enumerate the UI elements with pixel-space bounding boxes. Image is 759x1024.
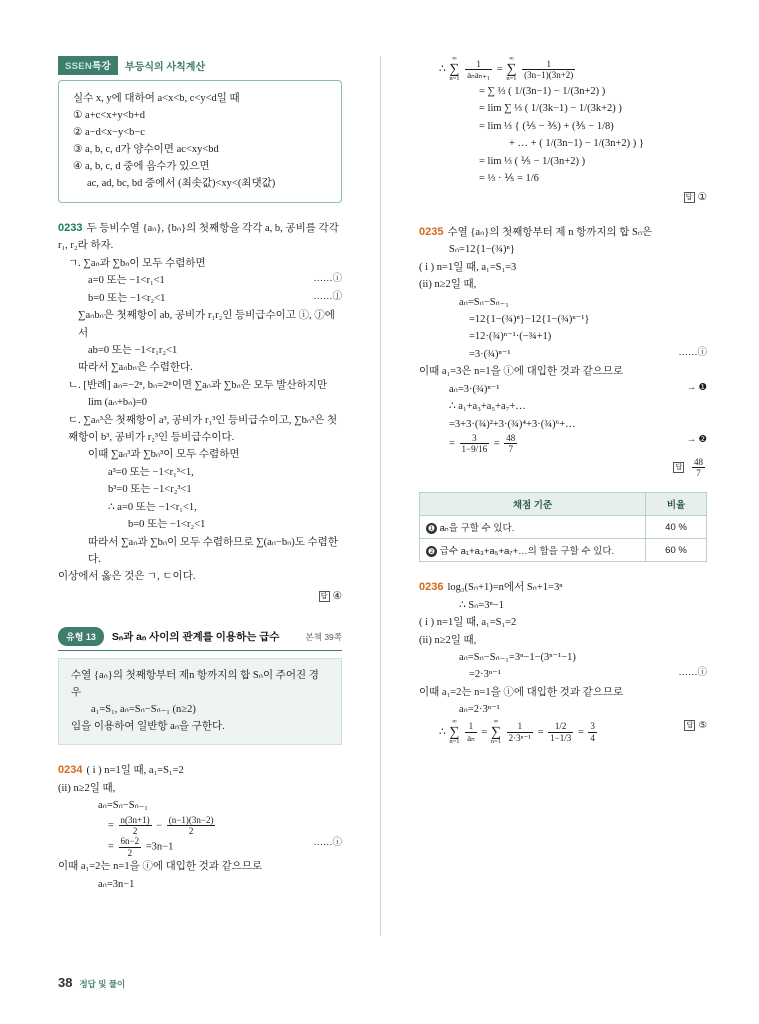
problem-0234-l7: aₙ=3n−1 xyxy=(98,878,135,890)
problem-0234-l6: 이때 a₁=2는 n=1을 ⓘ에 대입한 것과 같으므로 xyxy=(58,861,263,873)
problem-0233-g4: 따라서 ∑aₙbₙ은 수렴한다. xyxy=(78,362,193,374)
problem-0236 xyxy=(419,578,707,745)
problem-0235-l11-row: = $\frac{3}{1-9/16}$ = $\frac{48}{7}$ → ❷ xyxy=(449,432,707,455)
problem-0235-l4: =12{1−(¾)ⁿ}−12{1−(¾)ⁿ⁻¹} xyxy=(469,313,590,325)
problem-0235-l2: (ii) n≥2일 때, xyxy=(419,279,477,291)
yuhyeong-13-body xyxy=(58,658,342,745)
rubric-table xyxy=(419,492,707,562)
sigma-1-glyph: ∑ xyxy=(449,61,460,77)
problem-0234-l4 xyxy=(108,815,342,837)
problem-0233-d3: a³=0 또는 −1<r₁³<1, xyxy=(108,466,194,478)
sigma-1-sub: n=1 xyxy=(449,75,460,83)
problem-0235-frac-num: 3 xyxy=(460,433,490,444)
problem-0235-l10: =3+3·(¾)²+3·(¾)⁴+3·(¾)⁶+… xyxy=(449,418,576,430)
sum-computation-block xyxy=(419,56,707,207)
problem-0233-g3: ab=0 또는 −1<r₁r₂<1 xyxy=(88,344,178,356)
problem-0236-frac-result-num: 3 xyxy=(590,721,595,732)
problem-0234-frac-2 xyxy=(167,815,216,837)
table-row xyxy=(420,539,707,562)
problem-0233-g-b: b=0 또는 −1<r₂<1 xyxy=(88,292,166,304)
problem-0235-l9: ∴ a₁+a₃+a₅+a₇+… xyxy=(449,401,526,413)
sum-frac-1-num: 1 xyxy=(465,59,492,70)
left-column xyxy=(58,56,364,956)
rubric-row-1-criteria xyxy=(420,539,646,562)
problem-0235-l11-mark: → ❷ xyxy=(686,434,707,445)
yuhyeong-13-badge: 유형 13 xyxy=(58,627,104,646)
problem-0236-frac-3-num: 1/2 xyxy=(548,721,573,732)
problem-0234-frac-3-num: 6n−2 xyxy=(120,836,140,847)
problem-0236-frac-1-num: 1 xyxy=(465,721,477,732)
problem-0234-frac-3-den: 2 xyxy=(127,847,133,858)
rubric-row-1-ratio: 60 % xyxy=(646,539,707,562)
sigma-icon-1 xyxy=(449,56,459,83)
problem-0233-d5: ∴ a=0 또는 −1<r₁<1, xyxy=(108,501,197,513)
problem-0235-l8-row xyxy=(449,381,707,398)
sigma-icon-4 xyxy=(491,719,501,746)
problem-0236-l4: =2·3ⁿ⁻¹ xyxy=(469,669,501,681)
problem-0233-number: 0233 xyxy=(58,222,83,234)
problem-0235-frac-den: 1−9/16 xyxy=(461,444,488,455)
yuhyeong-13-body-3: 임을 이용하여 일반항 aₙ을 구한다. xyxy=(71,720,225,732)
problem-0236-l2: (ii) n≥2일 때, xyxy=(419,634,477,646)
problem-0233-answer: ④ xyxy=(332,590,342,602)
problem-0233-g-a-row xyxy=(88,272,342,289)
ssen-line-1: ① a+c<x+y<b+d xyxy=(73,110,145,121)
problem-0236-l6: aₙ=2·3ⁿ⁻¹ xyxy=(459,704,500,716)
problem-0234-number: 0234 xyxy=(58,764,83,777)
problem-0233-d2: 이때 ∑aₙ³과 ∑bₙ³이 모두 수렴하면 xyxy=(88,449,240,461)
problem-0235-stem-row xyxy=(419,223,707,241)
problem-0234-l1: ( i ) n=1일 때, a₁=S₁=2 xyxy=(86,765,184,777)
problem-0233-g2: ∑aₙbₙ은 첫째항이 ab, 공비가 r₁r₂인 등비급수이고 ⓘ, ⓙ에서 xyxy=(78,310,335,339)
problem-0236-l5: 이때 a₁=2는 n=1을 ⓘ에 대입한 것과 같으므로 xyxy=(419,686,624,698)
problem-0235-l7: 이때 a₁=3은 n=1을 ⓘ에 대입한 것과 같으므로 xyxy=(419,366,624,378)
problem-0233-g1: ㄱ. ∑aₙ과 ∑bₙ이 모두 수렴하면 xyxy=(68,257,206,269)
sigma-icon-2 xyxy=(506,56,516,83)
sigma-4-sub: n=1 xyxy=(490,737,502,745)
problem-0236-l7-lead: ∴ xyxy=(439,726,446,738)
ssen-title: 부등식의 사칙계산 xyxy=(125,62,206,73)
problem-0235-answer-den: 7 xyxy=(696,467,701,478)
sigma-4-sup: ∞ xyxy=(493,717,499,725)
problem-0235-l1: ( i ) n=1일 때, a₁=S₁=3 xyxy=(419,261,517,273)
answer-box-icon: 답 xyxy=(319,591,330,602)
ssen-line-2: ② a−d<x−y<b−c xyxy=(73,127,145,138)
page-footer xyxy=(58,975,125,990)
rubric-header-criteria: 채점 기준 xyxy=(420,493,646,516)
table-row xyxy=(420,516,707,539)
problem-0235-answer-row xyxy=(419,457,707,479)
sigma-4-glyph: ∑ xyxy=(490,724,501,740)
problem-0236-frac-result-den: 4 xyxy=(590,732,595,743)
rubric-row-0-criteria xyxy=(420,516,646,539)
problem-0235-l6: =3·(¾)ⁿ⁻¹ xyxy=(469,348,511,360)
ssen-line-5: ac, ad, bc, bd 중에서 (최솟값)<xy<(최댓값) xyxy=(87,178,276,189)
problem-0234-l5: = $\frac{6n-2}{2}$ =3n−1 ……ⓘ xyxy=(108,836,342,858)
answer-box-icon: 답 xyxy=(684,192,695,203)
yuhyeong-13-body-2: a₁=S₁, aₙ=Sₙ−Sₙ₋₁ (n≥2) xyxy=(91,703,196,715)
problem-0234-frac-2-num: (n−1)(3n−2) xyxy=(168,814,214,825)
column-divider xyxy=(380,56,381,936)
ssen-line-4: ④ a, b, c, d 중에 음수가 있으면 xyxy=(73,161,210,172)
problem-0233-conclusion: 이상에서 옳은 것은 ㄱ, ㄷ이다. xyxy=(58,571,196,583)
problem-0235-l8: aₙ=3·(¾)ⁿ⁻¹ xyxy=(449,383,500,395)
two-column-layout xyxy=(58,56,711,956)
problem-0233-d6: b=0 또는 −1<r₂<1 xyxy=(128,519,206,531)
problem-0235-l6-row xyxy=(469,346,707,363)
problem-0236-answer: ⑤ xyxy=(698,720,707,731)
problem-0236-l1: ( i ) n=1일 때, a₁=S₁=2 xyxy=(419,617,517,629)
problem-0236-l0-row xyxy=(419,578,707,596)
problem-0234-l4-minus: − xyxy=(156,819,163,831)
sum-line-1 xyxy=(439,56,707,83)
problem-0233-stem: 두 등비수열 {aₙ}, {bₙ}의 첫째항을 각각 a, b, 공비를 각각 r₁, r₂라 하자. xyxy=(58,223,339,252)
problem-0236-frac-1 xyxy=(465,721,477,743)
problem-0236-frac-1-den: aₙ xyxy=(467,732,475,743)
problem-0235-frac-result xyxy=(504,433,517,455)
sigma-3-sup: ∞ xyxy=(452,717,457,725)
ssen-line-3: ③ a, b, c, d가 양수이면 ac<xy<bd xyxy=(73,144,219,155)
problem-0233-g-b-mark: ……ⓙ xyxy=(313,291,342,302)
rubric-marker-0: ❶ xyxy=(427,524,436,534)
rubric-header-row xyxy=(420,493,707,516)
problem-0234-l5-mark: ……ⓘ xyxy=(313,838,342,849)
problem-0235-l3: aₙ=Sₙ−Sₙ₋₁ xyxy=(459,296,509,308)
problem-0233-d4: b³=0 또는 −1<r₂³<1 xyxy=(108,484,192,496)
problem-0235-l5: =12·(¾)ⁿ⁻¹·(−¾+1) xyxy=(469,331,552,343)
problem-0236-l0b: ∴ Sₙ=3ⁿ−1 xyxy=(459,599,504,611)
problem-0233 xyxy=(58,219,342,605)
problem-0236-l4-row xyxy=(469,666,707,683)
problem-0236-frac-2 xyxy=(507,721,533,743)
sigma-3-sub: n=1 xyxy=(449,737,460,745)
problem-0236-number: 0236 xyxy=(419,581,444,594)
problem-0234-l1-row xyxy=(58,761,342,779)
problem-0236-l3: aₙ=Sₙ−Sₙ₋₁=3ⁿ−1−(3ⁿ⁻¹−1) xyxy=(459,652,576,663)
sum-answer: ① xyxy=(697,192,707,204)
problem-0235 xyxy=(419,223,707,478)
sum-frac-1 xyxy=(465,59,492,81)
problem-0234-frac-1-den: 2 xyxy=(132,826,138,837)
problem-0233-n1: ㄴ. [반례] aₙ=−2ⁿ, bₙ=2ⁿ이면 ∑aₙ과 ∑bₙ은 모두 발산하지만 xyxy=(68,379,328,391)
yuhyeong-13-title: Sₙ과 aₙ 사이의 관계를 이용하는 급수 xyxy=(111,631,280,644)
ssen-header xyxy=(58,56,342,75)
sum-frac-2-den: (3n−1)(3n+2) xyxy=(524,69,574,80)
rubric-row-0-ratio: 40 % xyxy=(646,516,707,539)
footer-label: 정답 및 풀이 xyxy=(79,979,126,989)
problem-0236-frac-2-num: 1 xyxy=(507,721,533,732)
problem-0236-l7-row: ∴ ∞ ∑ n=1 $\frac{1}{\text{aₙ}}$ = ∞ ∑ n=1 $\frac{1}{\text{2·3ⁿ⁻¹}}$ = $\frac{1/2}{1-1/3}$ = $\frac{3}{4}$ 답 ⑤ xyxy=(439,717,707,745)
sum-frac-1-den: aₙaₙ₊₁ xyxy=(467,69,491,80)
sum-frac-2-num: 1 xyxy=(522,59,575,70)
sigma-1-sup: ∞ xyxy=(452,55,457,62)
sum-frac-2 xyxy=(522,59,575,81)
sum-line-3: = ∑ ⅓ ( 1/(3n−1) − 1/(3n+2) ) xyxy=(479,85,606,97)
answer-box-icon: 답 xyxy=(684,720,695,731)
problem-0233-answer-row xyxy=(58,588,342,605)
problem-0233-n2: lim (aₙ+bₙ)=0 xyxy=(88,397,147,409)
rubric-row-1-text: 급수 a₁+a₃+a₅+a₇+…의 합을 구할 수 있다. xyxy=(439,546,615,558)
page-number: 38 xyxy=(58,975,73,990)
rubric-header-ratio: 비율 xyxy=(646,493,707,516)
problem-0236-frac-3 xyxy=(548,721,573,743)
answer-box-icon: 답 xyxy=(673,462,684,473)
problem-0233-d1: ㄷ. ∑aₙ³은 첫째항이 a³, 공비가 r₁³인 등비급수이고, ∑bₙ³은 첫째항이 b³, 공비가 r₂³인 등비급수이다. xyxy=(68,414,338,444)
ssen-tag-word: 특강 xyxy=(92,61,112,72)
problem-0234-frac-1 xyxy=(119,815,152,837)
sigma-3-glyph: ∑ xyxy=(449,724,460,740)
sum-line-1-lead: ∴ xyxy=(439,63,446,75)
problem-0236-answer-row xyxy=(684,719,707,735)
problem-0235-answer-frac xyxy=(692,457,705,479)
problem-0235-number: 0235 xyxy=(419,225,444,238)
problem-0234-frac-2-den: 2 xyxy=(188,826,194,837)
yuhyeong-13-page-ref: 본책 39쪽 xyxy=(305,631,342,642)
problem-0235-answer-num: 48 xyxy=(694,456,703,467)
sigma-2-sub: n=1 xyxy=(506,75,517,83)
problem-0234-l2: (ii) n≥2일 때, xyxy=(58,782,116,794)
right-column xyxy=(397,56,707,956)
sigma-2-sup: ∞ xyxy=(509,55,514,62)
problem-0236-frac-3-den: 1−1/3 xyxy=(550,732,572,743)
problem-0233-g-a-mark: ……ⓘ xyxy=(313,274,342,285)
problem-0234-l5-rest: =3n−1 xyxy=(145,841,174,853)
sum-line-8: = ⅓ · ⅕ = 1/6 xyxy=(479,173,539,185)
sum-answer-row xyxy=(419,189,707,206)
ssen-box xyxy=(58,80,342,203)
problem-0234-frac-3 xyxy=(119,836,142,858)
ssen-brand: SSEN xyxy=(65,61,93,72)
problem-0233-g-b-row xyxy=(88,290,342,307)
problem-0233-d7: 따라서 ∑aₙ과 ∑bₙ이 모두 수렴하므로 ∑(aₙ−bₙ)도 수렴한다. xyxy=(88,536,338,566)
sum-eq-1: = xyxy=(496,63,503,75)
problem-0233-stem-row xyxy=(58,219,342,255)
problem-0235-frac-result-den: 7 xyxy=(508,444,514,455)
ssen-tag xyxy=(58,56,118,75)
yuhyeong-13-header xyxy=(58,627,342,651)
problem-0235-stem: 수열 {aₙ}의 첫째항부터 제 n 항까지의 합 Sₙ은 xyxy=(447,226,653,238)
problem-0236-l0: log₃(Sₙ+1)=n에서 Sₙ+1=3ⁿ xyxy=(447,582,563,594)
problem-0235-frac xyxy=(460,433,490,455)
problem-0234 xyxy=(58,761,342,892)
sum-line-4: = lim ∑ ⅓ ( 1/(3k−1) − 1/(3k+2) ) xyxy=(479,103,622,115)
ssen-line-0: 실수 x, y에 대하여 a<x<b, c<y<d일 때 xyxy=(73,93,240,104)
problem-0235-sn: Sₙ=12{1−(¾)ⁿ} xyxy=(449,244,515,256)
rubric-row-0-text: aₙ을 구할 수 있다. xyxy=(439,523,515,535)
problem-0235-frac-result-num: 48 xyxy=(506,432,516,443)
sum-line-5: = lim ⅓ { (⅕ − ⅗) + (⅗ − 1/8) xyxy=(479,120,614,132)
problem-0234-l4-lead: = xyxy=(108,819,114,831)
sigma-2-glyph: ∑ xyxy=(506,61,517,77)
sigma-icon-3 xyxy=(449,719,459,746)
yuhyeong-13-body-1: 수열 {aₙ}의 첫째항부터 제n 항까지의 합 Sₙ이 주어진 경우 xyxy=(71,670,319,699)
rubric-marker-1: ❷ xyxy=(427,547,436,557)
problem-0236-l4-mark: ……ⓘ xyxy=(678,668,707,679)
problem-0234-frac-1-num: n(3n+1) xyxy=(120,814,150,825)
problem-0236-frac-result xyxy=(588,721,597,743)
problem-0235-l8-mark: → ❶ xyxy=(686,382,707,393)
problem-0235-l6-mark: ……ⓘ xyxy=(678,347,707,358)
sum-line-7: = lim ⅓ ( ⅕ − 1/(3n+2) ) xyxy=(479,155,586,167)
problem-0233-g-a: a=0 또는 −1<r₁<1 xyxy=(88,275,165,287)
problem-0234-l3: aₙ=Sₙ−Sₙ₋₁ xyxy=(98,800,148,812)
sum-line-6: + … + ( 1/(3n−1) − 1/(3n+2) ) } xyxy=(509,138,644,150)
problem-0236-frac-2-den: 2·3ⁿ⁻¹ xyxy=(508,732,531,743)
